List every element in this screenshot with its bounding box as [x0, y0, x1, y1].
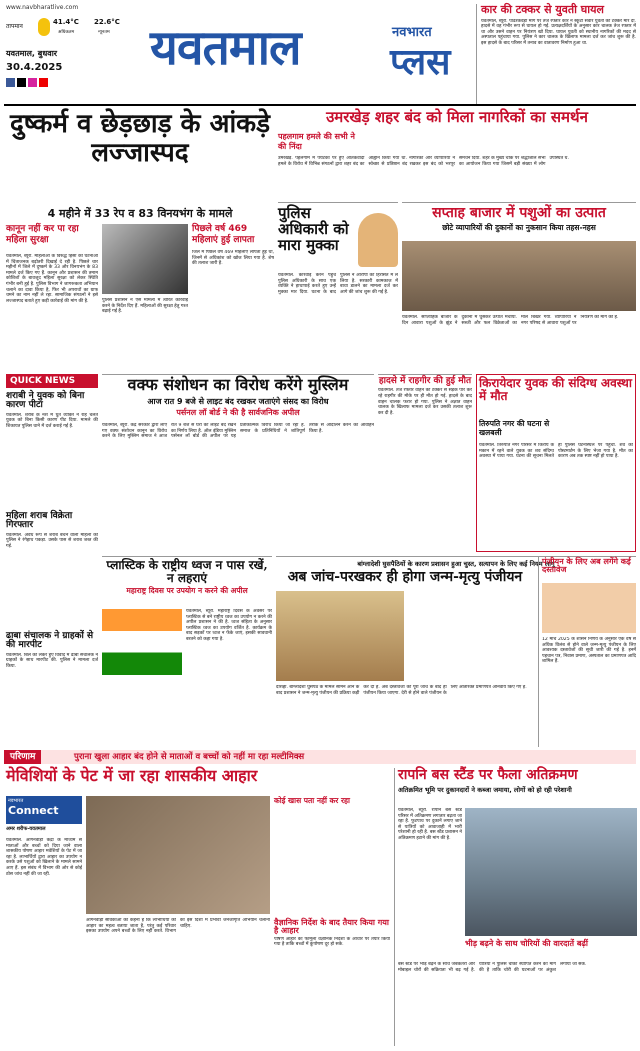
- issue-date: 30.4.2025: [6, 62, 63, 73]
- tenant-body: यवतमाल. तिरुपति नगर परिसर में किराये के मकान में रहने वाले युवक का शव संदिग्ध अवस्था में पाया गया. घटना की सूचना मिलते ही पुलिस घटनास्थल पर पहुंची. शव को पोस्टमार्टम के लिए भेजा गया है. मौत का कारण अब तक स्पष्ट नहीं हो पाया है.: [479, 443, 633, 460]
- bus-body: यवतमाल, ब्यूरो. रापनि बस स्टैंड परिसर में अतिक्रमण लगातार बढ़ता जा रहा है. फुटपाथ पर दुकानें लगाए जाने से यात्रियों को आवाजाही में भारी परेशानी हो रही है. बस स्टैंड प्रशासन ने अतिक्रमण हटाने की मांग की है.: [398, 808, 462, 841]
- mevashi-body-cont: आंगनवाड़ी सेविकाओं का कहना है कि लाभार्थियों को आहार का महत्व बताया जाता है, परंतु कई परिवार इसका उपयोग अपने बच्चों के लिए नहीं करते. विभाग को इस दिशा में प्रभावी जनजागृति अभियान चलाना चाहिए.: [86, 918, 270, 935]
- lead-headline: दुष्कर्म व छेड़छाड़ के आंकड़े लज्जास्पद: [9, 109, 271, 168]
- temp-label: तापमान: [6, 23, 23, 30]
- brand-main: प्लस: [390, 42, 451, 83]
- connect-label-main: Connect: [8, 804, 59, 817]
- temperature-box: [6, 18, 146, 40]
- market-photo: [402, 241, 636, 311]
- umarkhed-kicker: पहलगाम हमले की सभी ने की निंदा: [278, 132, 355, 151]
- masthead-left: [6, 4, 156, 100]
- instagram-icon[interactable]: [28, 78, 37, 87]
- mevashi-side-head: कोई खास पता नहीं कर रहा: [274, 796, 350, 805]
- market-story: [402, 202, 636, 370]
- registration-headline: अब जांच-परखकर ही होगा जन्म-मृत्यु पंजीयन: [287, 569, 523, 585]
- science-body: पोषण आहार का फार्मूला वैज्ञानिक निर्देशों के आधार पर तैयार किया गया है ताकि बच्चों में कुपोषण दूर हो सके.: [274, 936, 390, 948]
- tenant-story: [476, 374, 636, 552]
- police-body: यवतमाल. कार्रवाई करने पहुंचे पुलिस अधिकारी के साथ एक व्यक्ति ने हाथापाई करते हुए उन्हें मुक्का मार दिया. घटना के बाद पुलिस ने आरोपी को हिरासत में ले लिया है. सरकारी कामकाज में बाधा डालने का मामला दर्ज कर आगे की जांच शुरू की गई है.: [278, 273, 398, 295]
- bus-photo-caption: भीड़ बढ़ने के साथ चोरियों की वारदातें बढ़ीं: [465, 939, 588, 948]
- quick-news-item3-body: यवतमाल. बिल को लेकर हुए विवाद में ढाबा संचालक ने ग्राहकों के साथ मारपीट की. पुलिस ने मामला दर्ज किया.: [6, 652, 98, 669]
- flag-photo: [102, 609, 182, 675]
- registration-story: [276, 556, 636, 746]
- accident-body: यवतमाल. तेज रफ्तार वाहन की टक्कर से सड़क पार कर रहे राहगीर की मौके पर ही मौत हो गई. हादसे के बाद वाहन चालक फरार हो गया. पुलिस ने अज्ञात वाहन चालक के खिलाफ मामला दर्ज कर उसकी तलाश शुरू कर दी है.: [378, 388, 472, 416]
- masthead-rule: [4, 104, 636, 106]
- bus-headline: रापनि बस स्टैंड पर फैला अतिक्रमण: [398, 767, 578, 783]
- bus-subhead: अतिक्रमित भूमि पर दुकानदारों ने कब्जा जमाया, लोगों को हो रही परेशानी: [398, 785, 572, 794]
- registration-photo: [276, 591, 404, 681]
- max-temp: 41.4°C: [53, 18, 79, 26]
- flag-story: [102, 556, 272, 746]
- result-label: परिणाम: [4, 750, 41, 764]
- bus-body-cont: बस स्टैंड पर भीड़ बढ़ने के साथ जेबकतरों और मोबाइल चोरों की सक्रियता भी बढ़ गई है. यात्रियों ने पुलिस चौकी स्थापित करने की मांग की है ताकि चोरी की घटनाओं पर अंकुश लगाया जा सके.: [398, 962, 587, 973]
- connect-label-top: नवभारत: [8, 798, 24, 804]
- docs-box: [538, 557, 636, 747]
- waqf-subhead: आज रात 9 बजे से लाइट बंद रखकर जताएंगे संसद का विरोध: [147, 396, 329, 406]
- waqf-story: [102, 374, 374, 552]
- quick-news-item1-body: यवतमाल. शराब के नशे में धुत व्यक्ति ने राह चलते युवक को बिना किसी कारण पीट दिया. मामले की शिकायत पुलिस थाने में दर्ज कराई गई है.: [6, 412, 98, 430]
- science-headline: वैज्ञानिक निर्देश के बाद तैयार किया गया है आहार: [274, 917, 389, 936]
- flag-subhead: महाराष्ट्र दिवस पर उपयोग न करने की अपील: [126, 586, 248, 596]
- lead-subhead: 4 महीने में 33 रेप व 83 विनयभंग के मामले: [47, 207, 233, 220]
- quick-news-item2-head: महिला शराब विक्रेता गिरफ्तार: [6, 510, 73, 531]
- connect-badge: [6, 796, 82, 824]
- quick-news: [6, 374, 98, 734]
- lead-side-head: पिछले वर्ष 469 महिलाएं हुई लापता: [192, 224, 255, 245]
- police-illustration: [358, 213, 398, 267]
- market-body: यवतमाल. साप्ताहिक बाजार के दिन आवारा पशुओं के झुंड ने दुकानों में घुसकर उत्पात मचाया. सब्जी और फल विक्रेताओं का माल बिखर गया. व्यापारियों ने नगर परिषद से आवारा पशुओं पर नियंत्रण की मांग की है.: [402, 315, 619, 326]
- lead-kicker: कानून नहीं कर पा रहा महिला सुरक्षा: [6, 224, 79, 245]
- bus-story: [394, 768, 636, 1046]
- min-label: न्यूनतम: [98, 30, 110, 35]
- brand-top: नवभारत: [392, 25, 432, 40]
- registration-banner: बांग्लादेशी घुसपैठियों के कारण प्रशासन हुआ चुस्त, सत्यापन के लिए कई नियम लागू: [357, 560, 555, 568]
- facebook-icon[interactable]: [6, 78, 15, 87]
- youtube-icon[interactable]: [39, 78, 48, 87]
- top-right-story: [476, 4, 636, 104]
- police-headline: पुलिस अधिकारी को मारा मुक्का: [278, 204, 349, 254]
- result-text: पुराना खुला आहार बंद होने से माताओं व बच्चों को नहीं मा रहा मल्टीमिक्स: [74, 752, 305, 762]
- lead-body-col2: पुलिस प्रशासन ने ऐसे मामलों में त्वरित कार्रवाई करने के निर्देश दिए हैं. महिलाओं की सुरक्षा हेतु गश्त बढ़ाई गई है.: [102, 298, 188, 315]
- lead-body-col3: जिले में पिछले वर्ष 469 महिलाएं लापता हुई थीं, जिनमें से अधिकांश को खोज लिया गया है. शेष की तलाश जारी है.: [192, 250, 274, 267]
- site-url[interactable]: www.navbharatlive.com: [6, 4, 79, 11]
- science-box: [274, 918, 390, 1038]
- top-right-body: यवतमाल, ब्यूरो. पांढरकवड़ा मार्ग पर तेज रफ्तार कार ने स्कूटी सवार युवती को टक्कर मार दी. हादसे में वह गंभीर रूप से घायल हो गई. प्रत्यक्षदर्शियों के अनुसार कार चालक तेज रफ्तार में था और उसने वाहन पर नियंत्रण खो दिया. घायल युवती को स्थानीय नागरिकों की मदद से अस्पताल पहुंचाया गया. पुलिस ने कार चालक के खिलाफ मामला दर्ज कर जांच शुरू की है. इस हादसे के बाद परिसर में तनाव का वातावरण निर्माण हुआ था.: [481, 18, 636, 46]
- lead-story: [6, 110, 274, 370]
- docs-body: 12 मार्च 2025 के शासन निर्णय के अनुसार एक वर्ष से अधिक विलंब से होने वाले जन्म-मृत्यु पंजीयन के लिए आवश्यक दस्तावेजों की सूची जारी की गई है. इनमें पहचान पत्र, निवास प्रमाण, अस्पताल का प्रमाणपत्र आदि शामिल हैं.: [542, 637, 636, 665]
- quick-news-item2-body: यवतमाल. अवैध रूप से शराब बेचने वाली महिला को पुलिस ने रंगेहाथ पकड़ा. उसके पास से शराब जब्त की गई.: [6, 532, 98, 549]
- masthead-title: यवतमाल: [150, 20, 301, 76]
- tenant-headline: किरायेदार युवक की संदिग्ध अवस्था में मौत: [479, 376, 632, 403]
- city-day: यवतमाल, बुधवार: [6, 49, 58, 58]
- tenant-kicker: तिरुपति नगर की घटना से खलबली: [479, 419, 550, 437]
- mevashi-side: [274, 796, 390, 916]
- umarkhed-story: [278, 110, 636, 200]
- registration-body: दारव्हा. बांग्लादेशी घुसपैठ के मामले सामने आने के बाद प्रशासन ने जन्म-मृत्यु पंजीयन की प्रक्रिया कड़ी कर दी है. अब दस्तावेजों की पूरी जांच के बाद ही पंजीयन किया जाएगा. देरी से होने वाले पंजीयन के लिए अतिरिक्त प्रमाणपत्र अनिवार्य किए गए हैं.: [276, 685, 527, 696]
- mevashi-story: [6, 768, 390, 1046]
- mevashi-photo: [86, 796, 270, 914]
- quick-news-label: QUICK NEWS: [6, 374, 98, 388]
- quick-news-item3-head: ढाबा संचालक ने ग्राहकों से की मारपीट: [6, 630, 94, 651]
- x-icon[interactable]: [17, 78, 26, 87]
- thermometer-icon: [38, 18, 50, 36]
- docs-photo: [542, 583, 636, 633]
- min-temp: 22.6°C: [94, 18, 120, 26]
- lead-photo: [102, 224, 188, 294]
- flag-body: यवतमाल, ब्यूरो. महाराष्ट्र दिवस के अवसर पर प्लास्टिक से बने राष्ट्रीय ध्वज का उपयोग न करने की अपील प्रशासन ने की है. ध्वज संहिता के अनुसार प्लास्टिक ध्वज का उपयोग वर्जित है. कार्यक्रम के बाद सड़कों पर ध्वज न फेंके जाएं, इसकी सावधानी बरतने को कहा गया है.: [186, 609, 272, 642]
- waqf-headline: वक्फ संशोधन का विरोध करेंगे मुस्लिम: [127, 375, 349, 394]
- flag-headline: प्लास्टिक के राष्ट्रीय ध्वज न पास रखें, न लहराएं: [106, 558, 268, 585]
- connect-byline: अमर शरीफ-यवतमाल: [6, 826, 46, 832]
- social-icons: [6, 78, 66, 87]
- police-story: [278, 202, 398, 370]
- accident-story: [378, 374, 472, 552]
- waqf-subhead2: पर्सनल लॉ बोर्ड ने की है सार्वजनिक अपील: [176, 407, 300, 417]
- lead-body-col1: यवतमाल, ब्यूरो. महिलाओं के विरुद्ध हिंसा की घटनाओं में चिंताजनक बढ़ोतरी दिखाई दे रही है. पिछले चार महीनों में जिले में दुष्कर्म के 33 और विनयभंग के 83 मामले दर्ज किए गए हैं. कानून और प्रशासन की तमाम कोशिशों के बावजूद महिला सुरक्षा को लेकर स्थिति गंभीर बनी हुई है. पुलिस विभाग ने जागरूकता अभियान चलाने का दावा किया है, फिर भी अपराधों का ग्राफ थमने का नाम नहीं ले रहा. सामाजिक संगठनों ने इसे लज्जास्पद बताते हुए कड़ी कार्रवाई की मांग की है.: [6, 254, 98, 304]
- umarkhed-body: उमरखेड़. पहलगाम में पर्यटकों पर हुए आतंकवादी हमले के विरोध में विभिन्न संगठनों द्वारा शहर बंद का आह्वान किया गया था. नागरिकों और व्यापारियों ने स्वेच्छा से प्रतिष्ठान बंद रखकर इस बंद को भरपूर समर्थन दिया. शहर के मुख्य चौक पर श्रद्धांजलि सभा का आयोजन किया गया जिसमें बड़ी संख्या में लोग उपस्थित थे.: [278, 156, 569, 167]
- docs-headline: पंजीयन के लिए अब लगेंगे कई दस्तावेज: [542, 556, 631, 575]
- waqf-body: यवतमाल, ब्यूरो. केंद्र सरकार द्वारा लाए गए वक्फ संशोधन कानून का विरोध करने के लिए मुस्लिम समाज ने आज रात 9 बजे से घरों की लाइट बंद रखने का निर्णय लिया है. ऑल इंडिया मुस्लिम पर्सनल लॉ बोर्ड की अपील पर यह प्रतीकात्मक विरोध किया जा रहा है. समाज के प्रतिनिधियों ने शांतिपूर्ण तरीके से आंदोलन करने का आवाहन किया है.: [102, 423, 374, 440]
- umarkhed-headline: उमरखेड़ शहर बंद को मिला नागरिकों का समर्थन: [326, 108, 588, 126]
- top-right-headline: कार की टक्कर से युवती घायल: [481, 3, 604, 16]
- max-label: अधिकतम: [58, 30, 75, 35]
- quick-news-item1-head: शराबी ने युवक को बिना कारण पीटा: [6, 391, 85, 411]
- mevashi-headline: मेविशियों के पेट में जा रहा शासकीय आहार: [6, 766, 258, 785]
- accident-headline: हादसे में राहगीर की हुई मौत: [378, 376, 472, 386]
- market-subhead: छोटे व्यापारियों की दुकानों का नुकसान किया तहस-नहस: [442, 222, 596, 232]
- result-strip: [4, 750, 636, 764]
- bus-photo: [465, 808, 637, 936]
- market-headline: सप्ताह बाजार में पशुओं का उत्पात: [432, 205, 606, 221]
- mevashi-body: यवतमाल. आंगनवाड़ी केंद्रों के माध्यम से माताओं और बच्चों को दिया जाने वाला शासकीय पोषण आहार मवेशियों के पेट में जा रहा है. लाभार्थियों द्वारा आहार का उपयोग न करके उसे पशुओं को खिलाने के मामले सामने आए हैं. इस संबंध में विभाग की ओर से कोई ठोस जांच नहीं की जा रही.: [6, 838, 82, 877]
